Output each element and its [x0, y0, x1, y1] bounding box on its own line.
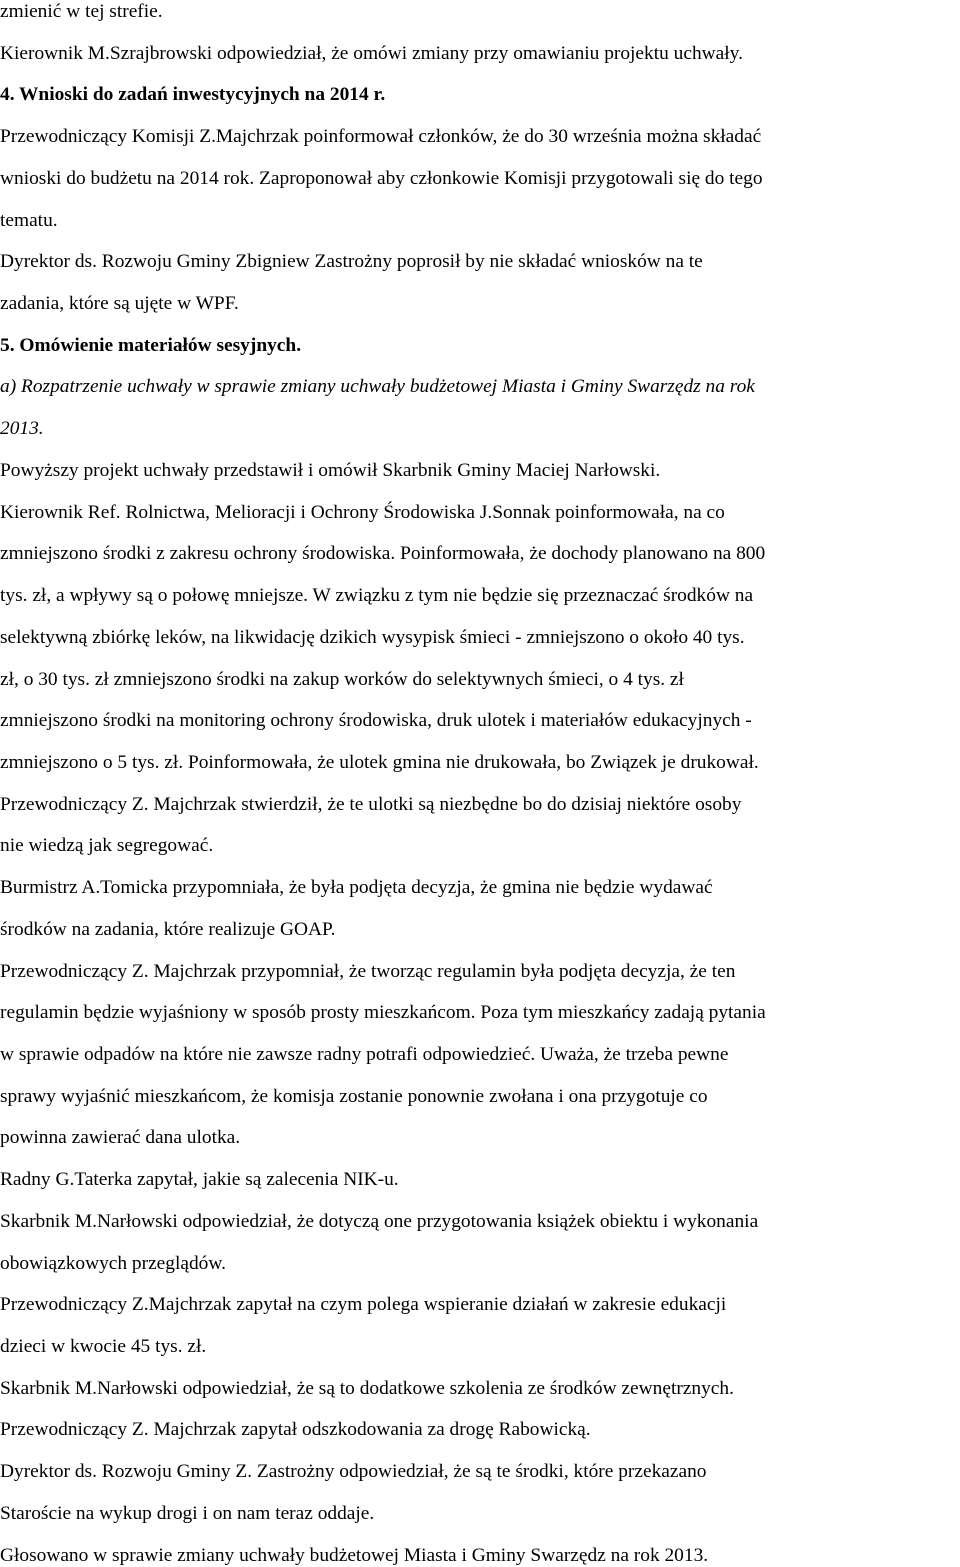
- text-line: Burmistrz A.Tomicka przypomniała, że była podjęta decyzja, że gmina nie będzie wydawać: [0, 877, 713, 899]
- text-line: Skarbnik M.Narłowski odpowiedział, że dotyczą one przygotowania książek obiektu i wykonania: [0, 1210, 759, 1232]
- text-line: Skarbnik M.Narłowski odpowiedział, że są to dodatkowe szkolenia ze środków zewnętrznych.: [0, 1377, 734, 1399]
- text-line: Dyrektor ds. Rozwoju Gminy Zbigniew Zastrożny poprosił by nie składać wniosków na te: [0, 251, 703, 273]
- agenda-item-line: a) Rozpatrzenie uchwały w sprawie zmiany uchwały budżetowej Miasta i Gminy Swarzędz na rok: [0, 376, 755, 398]
- section-heading: 4. Wnioski do zadań inwestycyjnych na 2014 r.: [0, 84, 386, 106]
- text-line: w sprawie odpadów na które nie zawsze radny potrafi odpowiedzieć. Uważa, że trzeba pewne: [0, 1044, 729, 1065]
- text-line: zmienić w tej strefie.: [0, 1, 163, 22]
- text-line: sprawy wyjaśnić mieszkańcom, że komisja zostanie ponownie zwołana i ona przygotuje co: [0, 1085, 708, 1107]
- text-line: dzieci w kwocie 45 tys. zł.: [0, 1336, 207, 1358]
- text-line: zmniejszono o 5 tys. zł. Poinformowała, że ulotek gmina nie drukowała, bo Związek je drukował.: [0, 751, 759, 773]
- text-line: zł, o 30 tys. zł zmniejszono środki na zakup worków do selektywnych śmieci, o 4 tys. zł: [0, 668, 684, 690]
- text-line: zmniejszono środki z zakresu ochrony środowiska. Poinformowała, że dochody planowano na 800: [0, 543, 766, 565]
- text-line: Kierownik Ref. Rolnictwa, Melioracji i Ochrony Środowiska J.Sonnak poinformowała, na co: [0, 501, 725, 523]
- text-line: Dyrektor ds. Rozwoju Gminy Z. Zastrożny odpowiedział, że są te środki, które przekazano: [0, 1461, 707, 1483]
- text-line: powinna zawierać dana ulotka.: [0, 1127, 241, 1149]
- text-line: Kierownik M.Szrajbrowski odpowiedział, że omówi zmiany przy omawianiu projektu uchwały.: [0, 42, 743, 64]
- text-line: Przewodniczący Komisji Z.Majchrzak poinformował członków, że do 30 września można składać: [0, 126, 762, 148]
- text-line: obowiązkowych przeglądów.: [0, 1252, 226, 1274]
- text-line: Przewodniczący Z. Majchrzak zapytał odszkodowania za drogę Rabowicką.: [0, 1419, 591, 1441]
- text-line: Przewodniczący Z. Majchrzak przypomniał, że tworząc regulamin była podjęta decyzja, że ten: [0, 960, 736, 982]
- text-line: Staroście na wykup drogi i on nam teraz oddaje.: [0, 1502, 375, 1524]
- text-line: zadania, które są ujęte w WPF.: [0, 293, 239, 315]
- text-line: środków na zadania, które realizuje GOAP.: [0, 918, 336, 940]
- section-heading: 5. Omówienie materiałów sesyjnych.: [0, 334, 302, 356]
- text-line: regulamin będzie wyjaśniony w sposób prosty mieszkańcom. Poza tym mieszkańcy zadają pytania: [0, 1002, 766, 1024]
- agenda-item-line: 2013.: [0, 418, 44, 440]
- text-line: Przewodniczący Z. Majchrzak stwierdził, że te ulotki są niezbędne bo do dzisiaj niektóre osoby: [0, 793, 742, 815]
- text-line: selektywną zbiórkę leków, na likwidację dzikich wysypisk śmieci - zmniejszono o około 40 tys.: [0, 626, 745, 648]
- text-line: tys. zł, a wpływy są o połowę mniejsze. W związku z tym nie będzie się przeznaczać środków na: [0, 585, 754, 607]
- text-line: wnioski do budżetu na 2014 rok. Zaproponował aby członkowie Komisji przygotowali się do tego: [0, 167, 763, 189]
- text-line: Powyższy projekt uchwały przedstawił i omówił Skarbnik Gminy Maciej Narłowski.: [0, 459, 661, 481]
- text-line: Radny G.Taterka zapytał, jakie są zalecenia NIK-u.: [0, 1169, 399, 1191]
- text-line: Przewodniczący Z.Majchrzak zapytał na czym polega wspieranie działań w zakresie edukacji: [0, 1294, 727, 1316]
- text-line: zmniejszono środki na monitoring ochrony środowiska, druk ulotek i materiałów edukacyjnych -: [0, 710, 752, 732]
- text-line: Głosowano w sprawie zmiany uchwały budżetowej Miasta i Gminy Swarzędz na rok 2013.: [0, 1544, 709, 1566]
- text-line: nie wiedzą jak segregować.: [0, 835, 214, 857]
- text-line: tematu.: [0, 209, 58, 231]
